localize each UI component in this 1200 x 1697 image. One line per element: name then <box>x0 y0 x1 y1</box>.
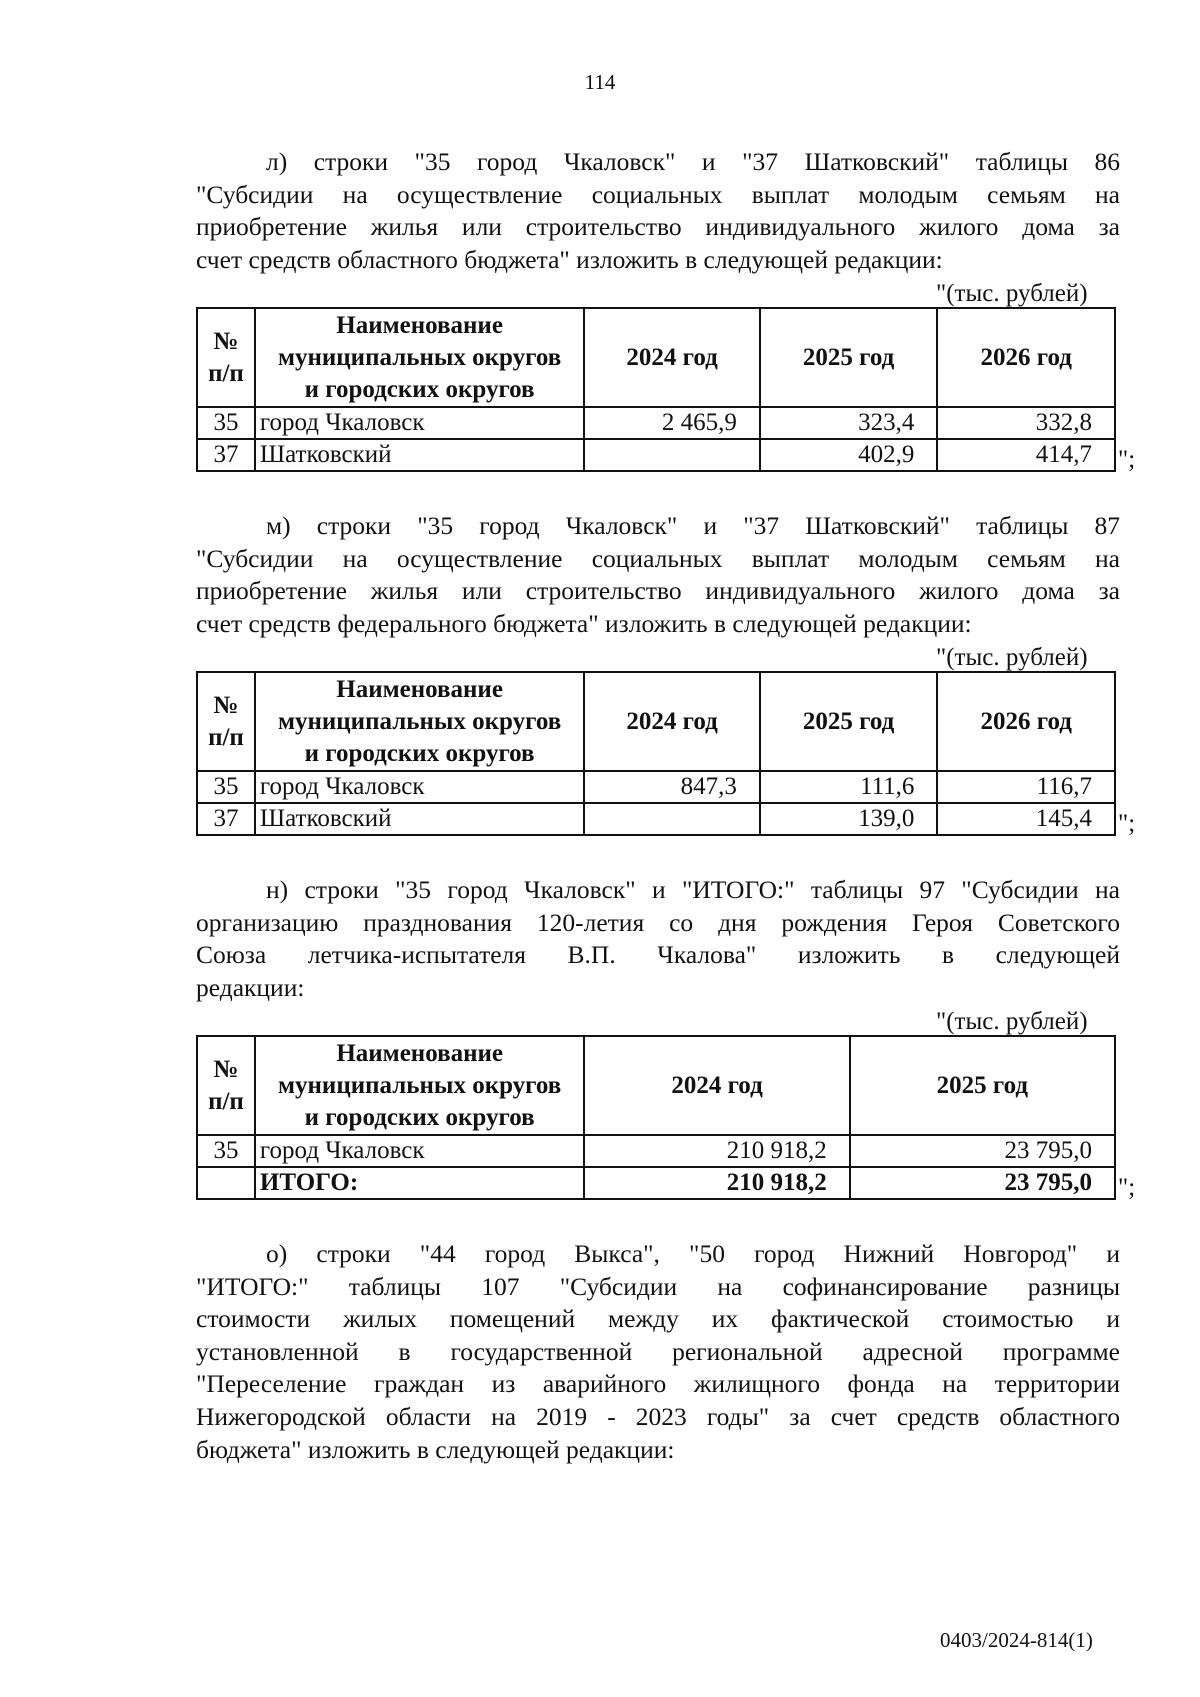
table-total-row <box>197 1167 1115 1199</box>
text-line: бюджета" изложить в следующей редакции: <box>196 1434 675 1464</box>
table-87 <box>196 671 1116 836</box>
document-code: 0403/2024-814(1) <box>940 1628 1093 1652</box>
text-line: приобретение жилья или строительство индивидуального жилого дома за <box>196 212 1120 242</box>
row-value-2024: 847,3 <box>584 771 760 803</box>
text-line: "Переселение граждан из аварийного жилищного фонда на территории <box>196 1369 1120 1399</box>
header-number: № п/п <box>197 1036 255 1135</box>
text-line: м) строки "35 город Чкаловск" и "37 Шатковский" таблицы 87 <box>266 511 1120 540</box>
row-value-2025: 139,0 <box>760 803 938 835</box>
table-header-row <box>197 1036 1115 1135</box>
page-number: 114 <box>584 70 616 94</box>
row-value-2026: 332,8 <box>937 407 1115 439</box>
table-row <box>197 439 1115 471</box>
row-number: 35 <box>197 407 255 439</box>
paragraph-o <box>196 1238 1120 1466</box>
row-name: Шатковский <box>255 439 584 471</box>
closing-quote: "; <box>1118 1174 1136 1201</box>
closing-quote: "; <box>1118 810 1136 837</box>
row-total-2025: 23 795,0 <box>850 1167 1115 1199</box>
table-97 <box>196 1035 1116 1200</box>
header-2025: 2025 год <box>760 308 938 407</box>
header-2024: 2024 год <box>584 308 760 407</box>
text-line: "Субсидии на осуществление социальных выплат молодым семьям на <box>196 543 1120 573</box>
row-number: 35 <box>197 1135 255 1167</box>
text-line: о) строки "44 город Выкса", "50 город Нижний Новгород" и <box>266 1239 1120 1268</box>
row-value-2026: 116,7 <box>937 771 1115 803</box>
text-line: счет средств областного бюджета" изложить в следующей редакции: <box>196 244 943 274</box>
text-line: приобретение жилья или строительство индивидуального жилого дома за <box>196 576 1120 606</box>
text-line: счет средств федерального бюджета" изложить в следующей редакции: <box>196 608 972 638</box>
row-value-2025: 323,4 <box>760 407 938 439</box>
units-label: "(тыс. рублей) <box>936 644 1088 671</box>
row-name: город Чкаловск <box>255 407 584 439</box>
header-2026: 2026 год <box>937 672 1115 771</box>
row-value-2026: 145,4 <box>937 803 1115 835</box>
table-row <box>197 803 1115 835</box>
header-name: Наименование муниципальных округов и городских округов <box>255 672 584 771</box>
header-2025: 2025 год <box>850 1036 1115 1135</box>
row-value-2025: 402,9 <box>760 439 938 471</box>
table-86 <box>196 307 1116 472</box>
row-value-2025: 23 795,0 <box>850 1135 1115 1167</box>
table-header-row <box>197 672 1115 771</box>
row-name: город Чкаловск <box>255 771 584 803</box>
row-value-2024 <box>584 803 760 835</box>
text-line: л) строки "35 город Чкаловск" и "37 Шатковский" таблицы 86 <box>266 147 1120 176</box>
paragraph-l <box>196 146 1120 276</box>
table-row <box>197 407 1115 439</box>
units-label: "(тыс. рублей) <box>936 280 1088 307</box>
header-2026: 2026 год <box>937 308 1115 407</box>
table-header-row <box>197 308 1115 407</box>
header-name: Наименование муниципальных округов и городских округов <box>255 308 584 407</box>
text-line: н) строки "35 город Чкаловск" и "ИТОГО:" таблицы 97 "Субсидии на <box>266 875 1120 904</box>
row-name-total: ИТОГО: <box>255 1167 584 1199</box>
text-line: организацию празднования 120-летия со дня рождения Героя Советского <box>196 907 1120 937</box>
table-row <box>197 771 1115 803</box>
header-number: № п/п <box>197 672 255 771</box>
paragraph-m <box>196 510 1120 640</box>
row-number: 35 <box>197 771 255 803</box>
paragraph-n <box>196 874 1120 1004</box>
row-number: 37 <box>197 439 255 471</box>
row-number <box>197 1167 255 1199</box>
units-label: "(тыс. рублей) <box>936 1008 1088 1035</box>
header-2024: 2024 год <box>584 672 760 771</box>
text-line: установленной в государственной региональной адресной программе <box>196 1336 1120 1366</box>
row-value-2024 <box>584 439 760 471</box>
table-row <box>197 1135 1115 1167</box>
header-2025: 2025 год <box>760 672 938 771</box>
row-total-2024: 210 918,2 <box>584 1167 849 1199</box>
row-value-2024: 2 465,9 <box>584 407 760 439</box>
row-value-2026: 414,7 <box>937 439 1115 471</box>
header-number: № п/п <box>197 308 255 407</box>
header-name: Наименование муниципальных округов и городских округов <box>255 1036 584 1135</box>
text-line: стоимости жилых помещений между их фактической стоимостью и <box>196 1304 1120 1334</box>
row-name: город Чкаловск <box>255 1135 584 1167</box>
text-line: "ИТОГО:" таблицы 107 "Субсидии на софинансирование разницы <box>196 1271 1120 1301</box>
row-value-2025: 111,6 <box>760 771 938 803</box>
row-number: 37 <box>197 803 255 835</box>
row-name: Шатковский <box>255 803 584 835</box>
text-line: Союза летчика-испытателя В.П. Чкалова" изложить в следующей <box>196 940 1120 970</box>
header-2024: 2024 год <box>584 1036 849 1135</box>
closing-quote: "; <box>1118 446 1136 473</box>
text-line: Нижегородской области на 2019 - 2023 годы" за счет средств областного <box>196 1401 1120 1431</box>
row-value-2024: 210 918,2 <box>584 1135 849 1167</box>
text-line: "Субсидии на осуществление социальных выплат молодым семьям на <box>196 179 1120 209</box>
text-line: редакции: <box>196 972 305 1002</box>
